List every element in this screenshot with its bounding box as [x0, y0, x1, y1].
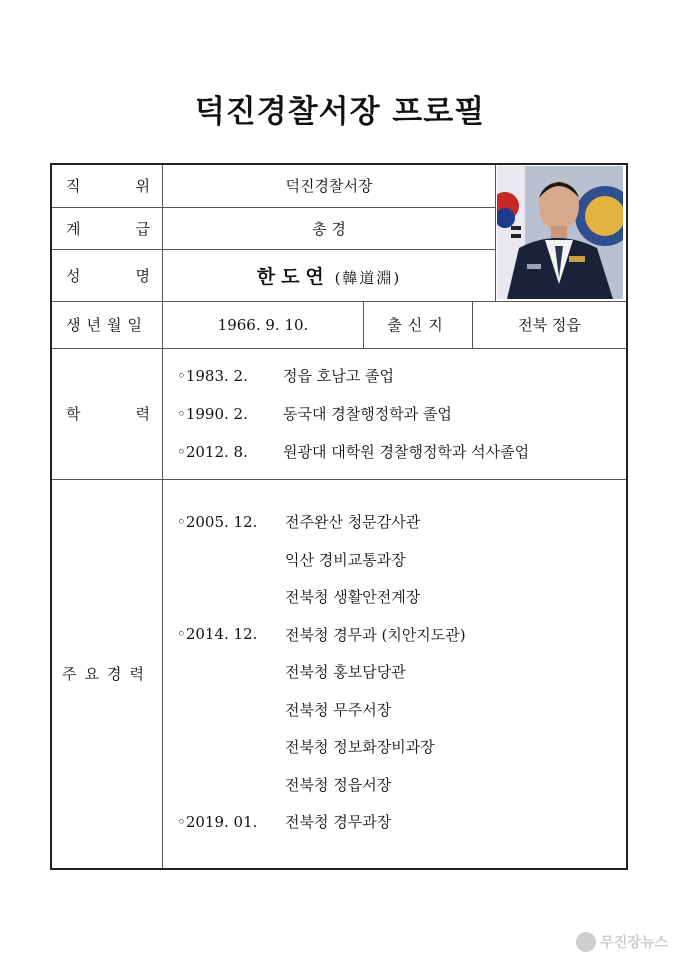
profile-table [50, 163, 628, 870]
list-item [177, 803, 626, 841]
list-item [177, 503, 626, 541]
label-rank: 계 급 [51, 207, 163, 249]
entry-text: 전북청 생활안전계장 [285, 588, 421, 607]
portrait-image [497, 166, 623, 299]
entry-text: 정읍 호남고 졸업 [283, 367, 394, 385]
label-name: 성 명 [51, 249, 163, 301]
label-position: 직 위 [51, 164, 163, 207]
entry-text: 전주완산 청문감사관 [285, 513, 421, 532]
list-item [177, 653, 626, 691]
entry-text: 동국대 경찰행정학과 졸업 [283, 405, 452, 423]
entry-text: 전북청 경무과 (치안지도관) [285, 625, 466, 644]
career-list [163, 479, 628, 869]
list-item [177, 357, 626, 395]
name-hanja: (韓道淵) [334, 268, 402, 287]
entry-text: 전북청 무주서장 [285, 700, 392, 719]
label-origin: 출신지 [364, 301, 473, 348]
entry-date: ◦2014. 12. [177, 625, 258, 644]
entry-text: 전북청 경무과장 [285, 813, 392, 832]
row-position [51, 164, 627, 207]
value-rank: 총 경 [163, 207, 496, 249]
value-position: 덕진경찰서장 [163, 164, 496, 207]
list-item [177, 691, 626, 729]
entry-text: 전북청 정읍서장 [285, 775, 392, 794]
entry-date: ◦1983. 2. [177, 366, 248, 385]
watermark-logo-icon [576, 932, 596, 952]
label-career: 주요경력 [51, 479, 163, 869]
list-item [177, 541, 626, 579]
education-list [163, 348, 628, 479]
portrait-photo [497, 166, 623, 299]
name-korean: 한도연 [256, 265, 330, 288]
entry-text: 원광대 대학원 경찰행정학과 석사졸업 [283, 443, 530, 461]
list-item [177, 578, 626, 616]
list-item [177, 616, 626, 654]
entry-date: ◦2019. 01. [177, 812, 258, 831]
list-item [177, 395, 626, 433]
entry-date: ◦1990. 2. [177, 404, 248, 423]
list-item [177, 433, 626, 471]
entry-text: 익산 경비교통과장 [285, 550, 406, 569]
entry-date: ◦2012. 8. [177, 442, 248, 461]
row-education [51, 348, 627, 479]
row-birth [51, 301, 627, 348]
entry-text: 전북청 홍보담당관 [285, 663, 406, 682]
label-birth: 생년월일 [51, 301, 163, 348]
label-education: 학 력 [51, 348, 163, 479]
value-name [163, 249, 496, 301]
entry-text: 전북청 정보화장비과장 [285, 738, 435, 757]
value-origin: 전북 정읍 [473, 301, 628, 348]
list-item [177, 766, 626, 804]
row-career [51, 479, 627, 869]
list-item [177, 728, 626, 766]
photo-cell [496, 164, 628, 301]
page-title: 덕진경찰서장 프로필 [194, 94, 486, 130]
value-birth: 1966. 9. 10. [163, 301, 364, 348]
watermark: 무진장뉴스 [576, 932, 668, 952]
entry-date: ◦2005. 12. [177, 512, 258, 531]
